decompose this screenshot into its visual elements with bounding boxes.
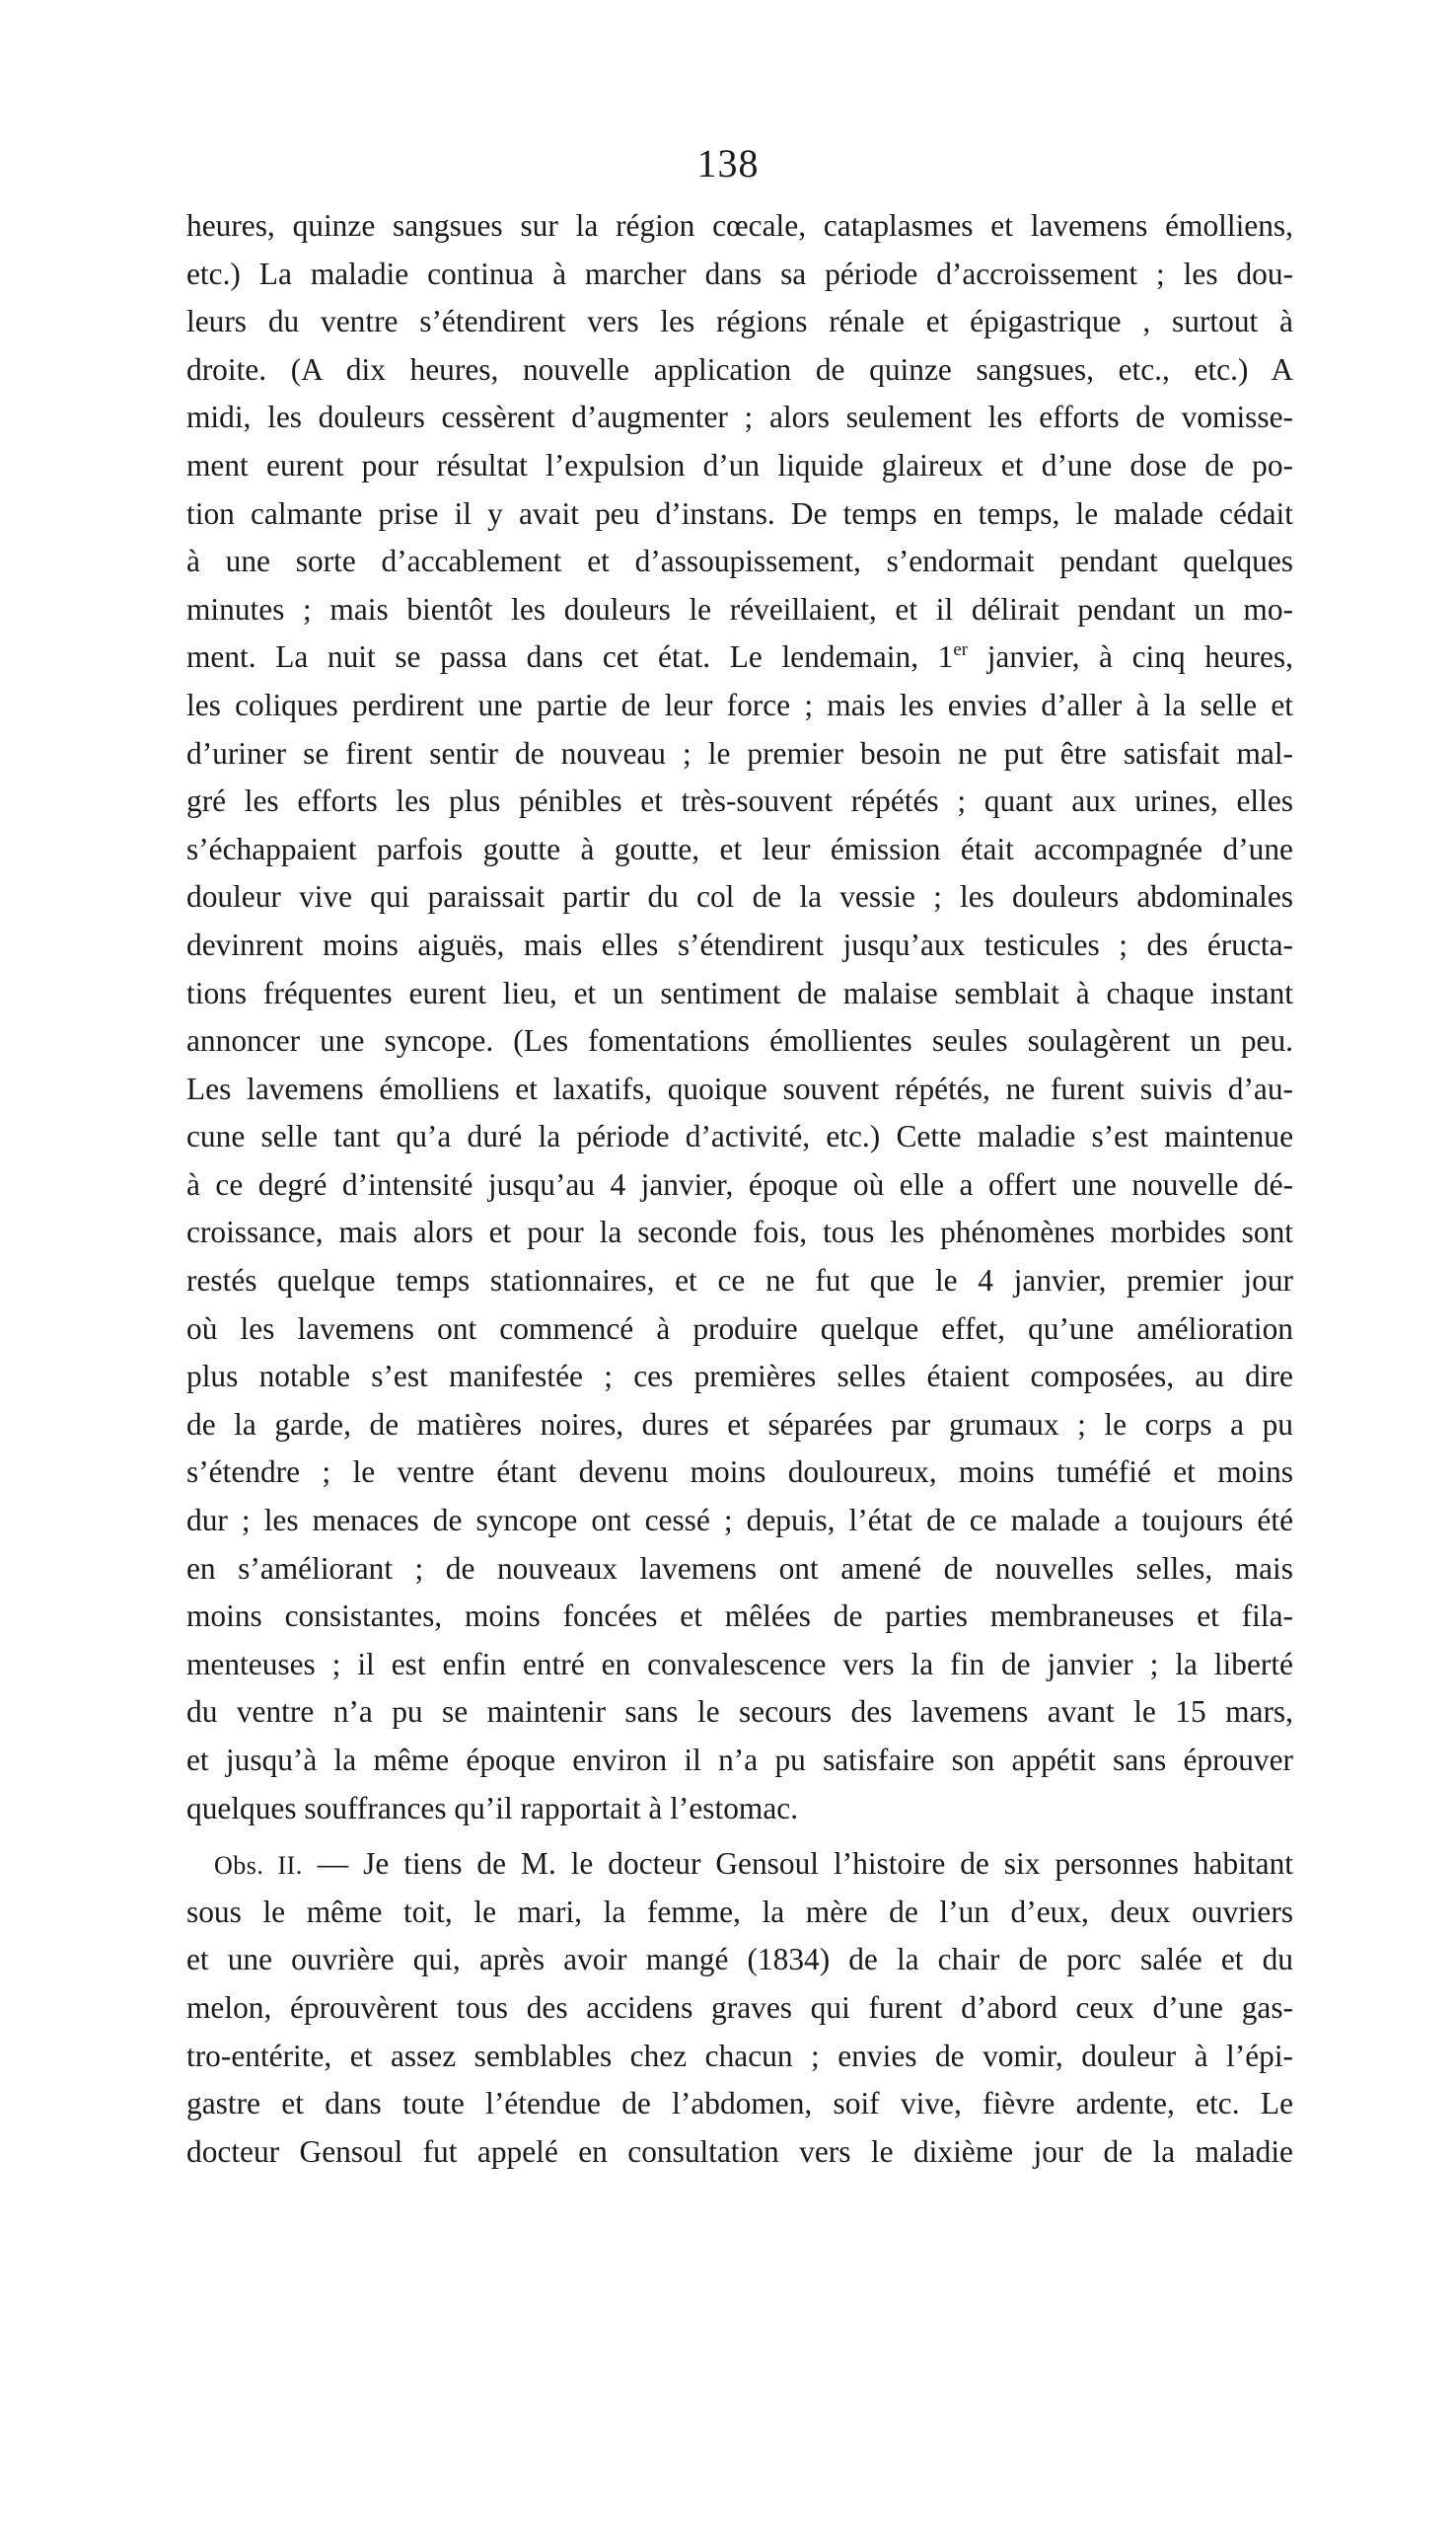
paragraph-gap	[186, 1832, 1293, 1840]
text-line: droite. (A dix heures, nouvelle application de quinze sangsues, etc., etc.) A	[186, 351, 1293, 387]
text-line: sous le même toit, le mari, la femme, la mère de l’un d’eux, deux ouvriers	[186, 1894, 1293, 1929]
text-line: en s’améliorant ; de nouveaux lavemens ont amené de nouvelles selles, mais	[186, 1550, 1293, 1586]
text-line: tion calmante prise il y avait peu d’instans. De temps en temps, le malade cédait	[186, 495, 1293, 531]
text-fragment: janvier, à cinq heures,	[968, 639, 1293, 675]
body-text	[186, 202, 1293, 2176]
text-line: melon, éprouvèrent tous des accidens graves qui furent d’abord ceux d’une gas-	[186, 1989, 1293, 2025]
text-line: s’étendre ; le ventre étant devenu moins douloureux, moins tuméfié et moins	[186, 1454, 1293, 1490]
text-line: à ce degré d’intensité jusqu’au 4 janvier, époque où elle a offert une nouvelle dé-	[186, 1166, 1293, 1202]
text-line: docteur Gensoul fut appelé en consultation vers le dixième jour de la maladie	[186, 2133, 1293, 2169]
text-line: leurs du ventre s’étendirent vers les régions rénale et épigastrique , surtout à	[186, 304, 1293, 339]
text-line: Les lavemens émolliens et laxatifs, quoique souvent répétés, ne furent suivis d’au-	[186, 1071, 1293, 1106]
text-line: croissance, mais alors et pour la seconde fois, tous les phénomènes morbides sont	[186, 1215, 1293, 1250]
text-line	[186, 1840, 1293, 1889]
text-line: gré les efforts les plus pénibles et très-souvent répétés ; quant aux urines, elles	[186, 783, 1293, 819]
text-line: plus notable s’est manifestée ; ces premières selles étaient composées, au dire	[186, 1359, 1293, 1394]
text-line: ment eurent pour résultat l’expulsion d’un liquide glaireux et d’une dose de po-	[186, 447, 1293, 483]
text-line: s’échappaient parfois goutte à goutte, et leur émission était accompagnée d’une	[186, 831, 1293, 866]
text-line: où les lavemens ont commencé à produire quelque effet, qu’une amélioration	[186, 1310, 1293, 1346]
text-line: gastre et dans toute l’étendue de l’abdomen, soif vive, fièvre ardente, etc. Le	[186, 2086, 1293, 2121]
paragraph-1	[186, 202, 1293, 1832]
text-line	[186, 633, 1293, 682]
text-line: tro-entérite, et assez semblables chez chacun ; envies de vomir, douleur à l’épi-	[186, 2038, 1293, 2073]
text-line: du ventre n’a pu se maintenir sans le secours des lavemens avant le 15 mars,	[186, 1694, 1293, 1730]
text-line: les coliques perdirent une partie de leur force ; mais les envies d’aller à la selle et	[186, 687, 1293, 722]
text-line: tions fréquentes eurent lieu, et un sentiment de malaise semblait à chaque instant	[186, 975, 1293, 1010]
text-line: minutes ; mais bientôt les douleurs le réveillaient, et il délirait pendant un mo-	[186, 591, 1293, 627]
text-line: midi, les douleurs cessèrent d’augmenter ; alors seulement les efforts de vomisse-	[186, 400, 1293, 435]
superscript: er	[953, 639, 969, 661]
text-line: quelques souffrances qu’il rapportait à l’estomac.	[186, 1790, 799, 1825]
text-line: et jusqu’à la même époque environ il n’a pu satisfaire son appétit sans éprouver	[186, 1743, 1293, 1777]
text-line: de la garde, de matières noires, dures et séparées par grumaux ; le corps a pu	[186, 1406, 1293, 1442]
text-line: restés quelque temps stationnaires, et ce ne fut que le 4 janvier, premier jour	[186, 1263, 1293, 1299]
text-line: moins consistantes, moins foncées et mêlées de parties membraneuses et fila-	[186, 1599, 1293, 1634]
text-line: heures, quinze sangsues sur la région cœcale, cataplasmes et lavemens émolliens,	[186, 208, 1293, 243]
text-line: douleur vive qui paraissait partir du col de la vessie ; les douleurs abdominales	[186, 879, 1293, 915]
text-line: d’uriner se firent sentir de nouveau ; le premier besoin ne put être satisfait mal-	[186, 735, 1293, 771]
text-line: cune selle tant qu’a duré la période d’activité, etc.) Cette maladie s’est maintenue	[186, 1119, 1293, 1154]
page-number: 138	[696, 141, 760, 186]
text-line: etc.) La maladie continua à marcher dans sa période d’accroissement ; les dou-	[186, 256, 1293, 291]
text-line: devinrent moins aiguës, mais elles s’étendirent jusqu’aux testicules ; des éructa-	[186, 927, 1293, 962]
text-fragment: — Je tiens de M. le docteur Gensoul l’histoire de six personnes habitant	[302, 1846, 1293, 1882]
text-line: et une ouvrière qui, après avoir mangé (1834) de la chair de porc salée et du	[186, 1942, 1293, 1977]
text-line: à une sorte d’accablement et d’assoupissement, s’endormait pendant quelques	[186, 544, 1293, 579]
paragraph-2	[186, 1840, 1293, 2176]
text-line: menteuses ; il est enfin entré en convalescence vers la fin de janvier ; la liberté	[186, 1646, 1293, 1681]
text-line: dur ; les menaces de syncope ont cessé ; depuis, l’état de ce malade a toujours été	[186, 1503, 1293, 1538]
observation-label: Obs. II.	[214, 1851, 303, 1881]
text-line: annoncer une syncope. (Les fomentations émollientes seules soulagèrent un peu.	[186, 1023, 1293, 1059]
text-fragment: ment. La nuit se passa dans cet état. Le lendemain, 1	[186, 639, 954, 675]
